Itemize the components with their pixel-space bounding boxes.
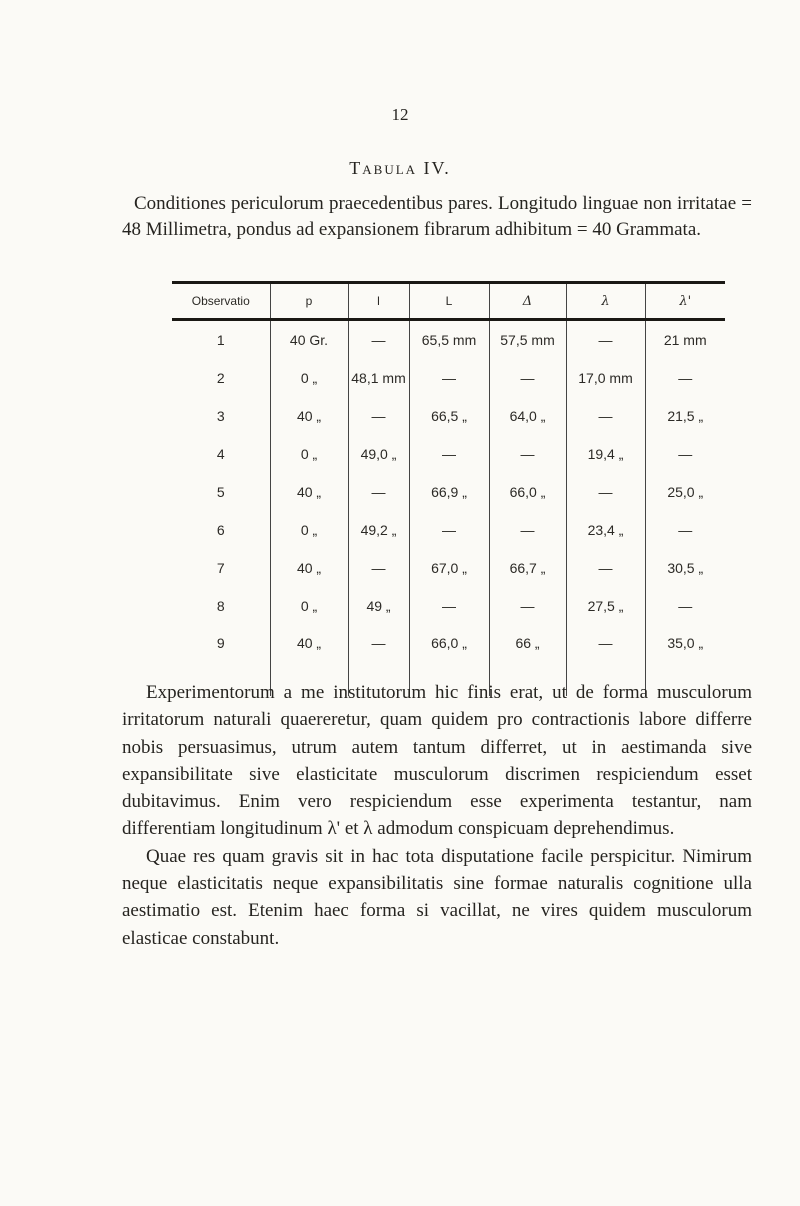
table-cell: —: [489, 511, 566, 549]
table-cell: 66,0 „: [489, 473, 566, 511]
table-cell: —: [566, 397, 645, 435]
header-lambda-prime-symbol: λ': [679, 293, 692, 309]
table-cell: 40 „: [270, 397, 348, 435]
table-row: [172, 473, 725, 511]
table-cell: 66,9 „: [409, 473, 489, 511]
table-cell: —: [489, 359, 566, 397]
table-cell: 6: [216, 522, 225, 538]
table-cell: 67,0 „: [409, 549, 489, 587]
table-cell: 66,7 „: [489, 549, 566, 587]
table-cell: 1: [216, 332, 225, 348]
table-cell: 4: [216, 446, 225, 462]
table-cell: 49,2 „: [348, 511, 409, 549]
header-p: p: [270, 283, 348, 320]
table-row: [172, 359, 725, 397]
table-cell: 2: [216, 370, 225, 386]
table-cell: —: [348, 397, 409, 435]
table-cell: 23,4 „: [566, 511, 645, 549]
table-cell: 0 „: [270, 587, 348, 625]
table-cell: 8: [216, 598, 225, 614]
table-cell: —: [645, 435, 725, 473]
table-cell: —: [409, 511, 489, 549]
table-row: [172, 435, 725, 473]
table-cell: —: [489, 587, 566, 625]
table-cell: 0 „: [270, 511, 348, 549]
table-cell: 40 „: [270, 549, 348, 587]
table-cell: —: [409, 587, 489, 625]
header-lambda-prime: [645, 283, 725, 320]
table-cell: 17,0 mm: [566, 359, 645, 397]
header-delta: [489, 283, 566, 320]
table-cell: —: [409, 359, 489, 397]
table-cell: 49 „: [348, 587, 409, 625]
body-paragraph-1: Experimentorum a me institutorum hic finis erat, ut de forma musculorum irritatorum naturali quaereretur, quam quidem pro contractionis labore differre nobis persuasimus, utrum autem tantum differret, ut in aestimanda sive expansibilitate sive elasticitate musculorum discrimen respiciendum esset dubitavimus. Enim vero respiciendum esse experimenta testantur, nam differentiam longitudinum λ' et λ admodum conspicuam deprehendimus.: [122, 682, 752, 840]
table-cell: 25,0 „: [645, 473, 725, 511]
page-number: 12: [391, 105, 409, 124]
header-lambda-symbol: λ: [601, 293, 610, 309]
table-cell: —: [348, 549, 409, 587]
table-row: [172, 587, 725, 625]
header-lambda: [566, 283, 645, 320]
header-L: L: [409, 283, 489, 320]
table-cell: 27,5 „: [566, 587, 645, 625]
table-cell: 3: [216, 408, 225, 424]
data-table-wrapper: [172, 281, 725, 696]
table-cell: 66,5 „: [409, 397, 489, 435]
data-table: [172, 281, 725, 696]
table-cell: —: [489, 435, 566, 473]
table-cell: 66 „: [489, 625, 566, 696]
table-cell: 7: [216, 560, 225, 576]
table-cell: 40 Gr.: [270, 320, 348, 360]
table-body: [172, 320, 725, 697]
table-cell: —: [348, 320, 409, 360]
intro-text: Conditiones periculorum praecedentibus pares. Longitudo linguae non irritatae = 48 Millimetra, pondus ad expansionem fibrarum adhibitum = 40 Grammata.: [122, 193, 752, 240]
table-cell: 40 „: [270, 473, 348, 511]
header-l: l: [348, 283, 409, 320]
table-title: Tabula IV.: [349, 158, 451, 178]
table-row: [172, 549, 725, 587]
table-cell: —: [566, 473, 645, 511]
table-cell: 65,5 mm: [409, 320, 489, 360]
table-cell: 0 „: [270, 435, 348, 473]
table-cell: —: [566, 320, 645, 360]
table-cell: 57,5 mm: [489, 320, 566, 360]
table-cell: —: [566, 549, 645, 587]
table-cell: 9: [216, 635, 225, 651]
table-row: [172, 320, 725, 360]
table-cell: —: [645, 587, 725, 625]
table-cell: —: [409, 435, 489, 473]
intro-paragraph: [122, 191, 752, 243]
table-cell: —: [348, 473, 409, 511]
table-row: [172, 511, 725, 549]
table-cell: 5: [216, 484, 225, 500]
body-paragraph-2: Quae res quam gravis sit in hac tota disputatione facile perspicitur. Nimirum neque elasticitatis neque expansibilitatis sine formae naturalis cognitione ulla aestimatio est. Etenim haec forma si vacillat, ne vires quidem musculorum elasticae constabunt.: [122, 845, 752, 949]
table-cell: 48,1 mm: [348, 359, 409, 397]
table-cell: —: [348, 625, 409, 696]
table-cell: —: [645, 359, 725, 397]
header-observatio: Observatio: [172, 283, 270, 320]
table-cell: 19,4 „: [566, 435, 645, 473]
table-cell: 0 „: [270, 359, 348, 397]
table-cell: 64,0 „: [489, 397, 566, 435]
header-delta-symbol: Δ: [522, 293, 533, 309]
table-cell: 35,0 „: [645, 625, 725, 696]
table-cell: 21,5 „: [645, 397, 725, 435]
table-cell: 49,0 „: [348, 435, 409, 473]
table-row: [172, 397, 725, 435]
table-cell: 40 „: [270, 625, 348, 696]
table-cell: —: [645, 511, 725, 549]
table-cell: 30,5 „: [645, 549, 725, 587]
body-text: [122, 679, 752, 952]
table-cell: 21 mm: [645, 320, 725, 360]
table-cell: —: [566, 625, 645, 696]
table-header-row: [172, 283, 725, 320]
table-cell: 66,0 „: [409, 625, 489, 696]
